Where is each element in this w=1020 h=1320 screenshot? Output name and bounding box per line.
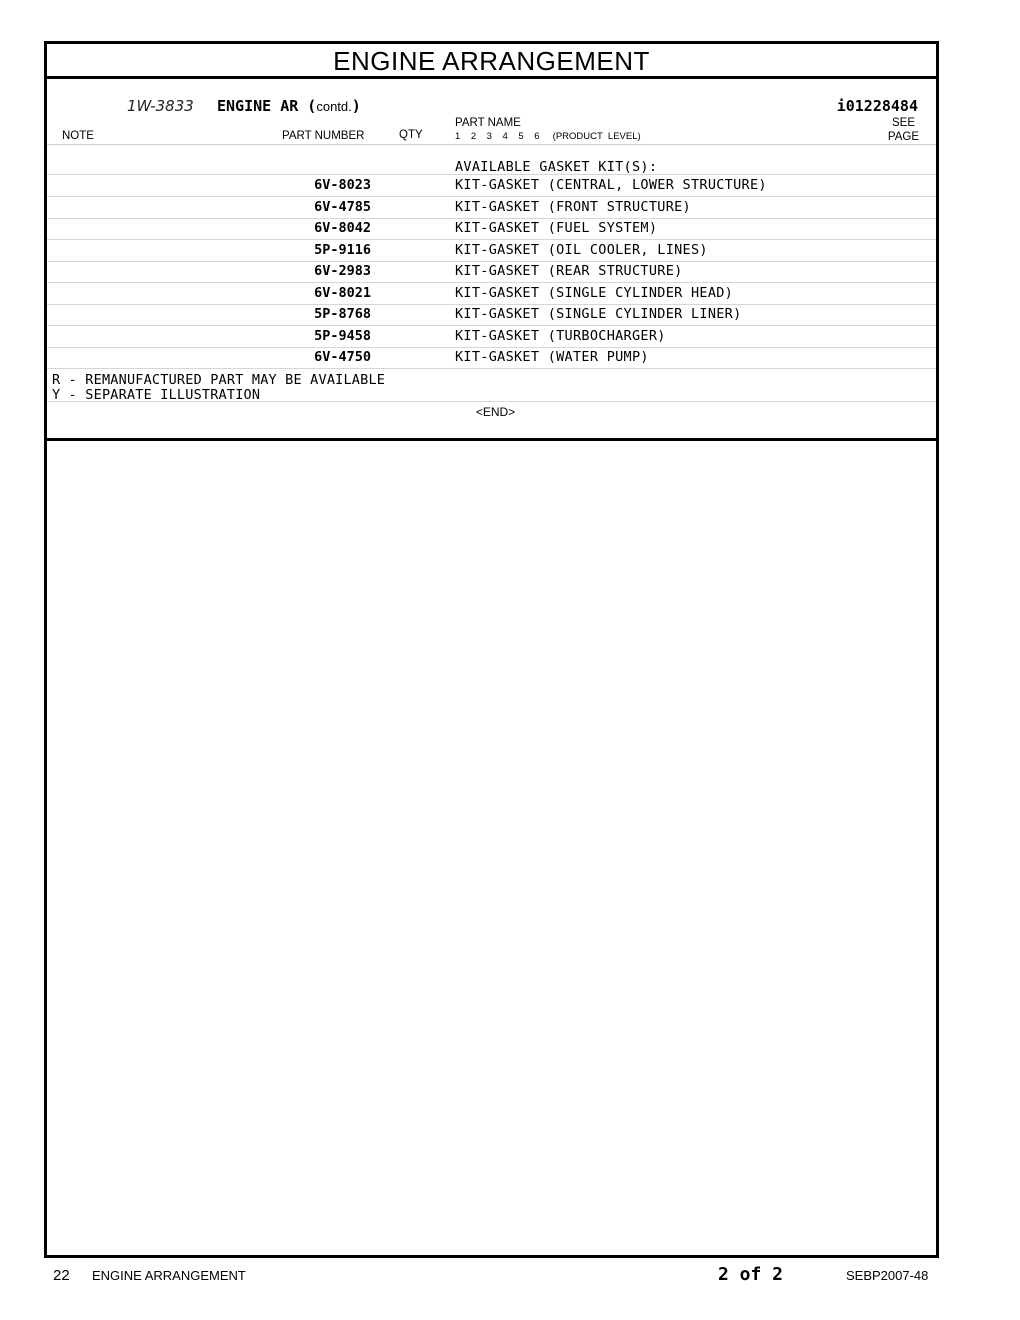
- footer-page-number: 22: [53, 1267, 70, 1284]
- part-number: 6V-8042: [314, 220, 371, 236]
- table-row: [47, 261, 936, 283]
- footer-doc-id: SEBP2007-48: [846, 1268, 929, 1283]
- group-name-close: ): [351, 97, 361, 115]
- part-number: 5P-8768: [314, 306, 371, 322]
- column-product-levels: 1 2 3 4 5 6 (PRODUCT LEVEL): [455, 131, 641, 142]
- kit-heading-row: [47, 154, 936, 175]
- column-part-name: PART NAME: [455, 117, 521, 129]
- table-row: [47, 240, 936, 262]
- table-row: [47, 326, 936, 348]
- column-qty: QTY: [399, 129, 423, 141]
- legend-separate-illustration: Y - SEPARATE ILLUSTRATION: [52, 387, 261, 403]
- footer-section: ENGINE ARRANGEMENT: [92, 1268, 246, 1283]
- part-name: KIT-GASKET (SINGLE CYLINDER HEAD): [455, 285, 734, 301]
- model-number: 1W-3833: [127, 97, 194, 115]
- part-number: 6V-4750: [314, 349, 371, 365]
- page-title: ENGINE ARRANGEMENT: [47, 44, 936, 79]
- part-name: KIT-GASKET (FRONT STRUCTURE): [455, 199, 691, 215]
- table-row: [47, 304, 936, 326]
- part-number: 6V-8021: [314, 285, 371, 301]
- illustration-id: i01228484: [836, 97, 918, 115]
- table-row: [47, 347, 936, 369]
- table-row: [47, 218, 936, 240]
- part-number: 6V-8023: [314, 177, 371, 193]
- part-number: 6V-2983: [314, 263, 371, 279]
- legend-remanufactured: R - REMANUFACTURED PART MAY BE AVAILABLE: [52, 372, 386, 388]
- contd-label: contd.: [316, 99, 352, 114]
- part-number: 5P-9116: [314, 242, 371, 258]
- end-marker-text: <END>: [475, 405, 516, 419]
- part-number: 5P-9458: [314, 328, 371, 344]
- part-name: KIT-GASKET (CENTRAL, LOWER STRUCTURE): [455, 177, 767, 193]
- table-row: [47, 197, 936, 219]
- content-bottom-rule: [47, 438, 936, 441]
- group-name: [217, 97, 361, 117]
- table-row: [47, 175, 936, 197]
- part-name: KIT-GASKET (FUEL SYSTEM): [455, 220, 658, 236]
- header-divider: [47, 144, 936, 145]
- end-marker: [47, 405, 936, 419]
- legend-divider: [47, 380, 936, 402]
- column-note: NOTE: [62, 130, 94, 142]
- column-part-number: PART NUMBER: [282, 130, 365, 142]
- part-name: KIT-GASKET (TURBOCHARGER): [455, 328, 666, 344]
- group-name-text: ENGINE AR (: [217, 97, 317, 115]
- part-name: KIT-GASKET (WATER PUMP): [455, 349, 649, 365]
- part-name: KIT-GASKET (OIL COOLER, LINES): [455, 242, 708, 258]
- footer-page-of: 2 of 2: [718, 1264, 784, 1285]
- part-name: KIT-GASKET (SINGLE CYLINDER LINER): [455, 306, 742, 322]
- part-number: 6V-4785: [314, 199, 371, 215]
- column-page: PAGE: [887, 131, 919, 143]
- parts-page-frame: [44, 41, 939, 1258]
- part-name: KIT-GASKET (REAR STRUCTURE): [455, 263, 683, 279]
- column-see: SEE: [891, 117, 915, 129]
- kit-heading: AVAILABLE GASKET KIT(S):: [455, 159, 658, 175]
- table-row: [47, 283, 936, 305]
